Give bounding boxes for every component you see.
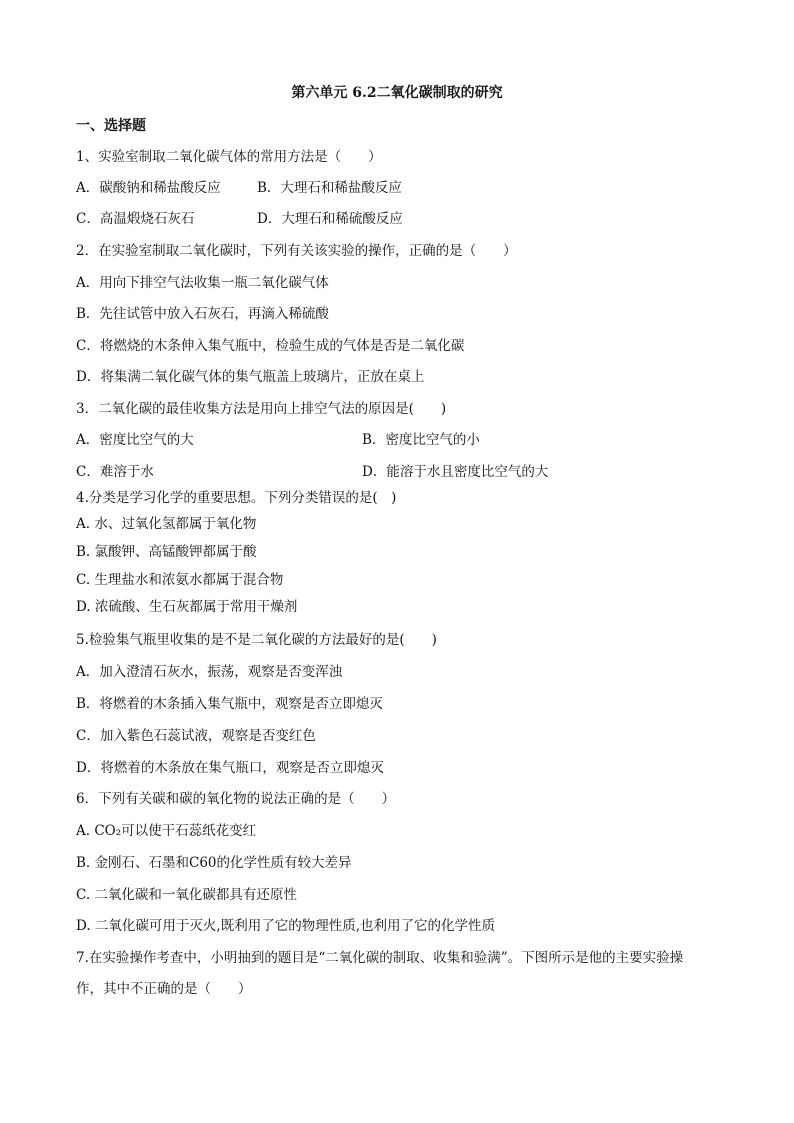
question-2-option-c: C．将燃烧的木条伸入集气瓶中，检验生成的气体是否是二氧化碳 <box>76 338 465 354</box>
question-6-stem: 6．下列有关碳和碳的氧化物的说法正确的是（ ） <box>76 791 396 807</box>
page-title: 第六单元 6.2二氧化碳制取的研究 <box>291 85 503 101</box>
section-heading: 一、选择题 <box>76 118 146 134</box>
question-2-option-d: D．将集满二氧化碳气体的集气瓶盖上玻璃片，正放在桌上 <box>76 369 425 385</box>
question-4-option-d: D. 浓硫酸、生石灰都属于常用干燥剂 <box>76 599 298 615</box>
question-3-option-a: A．密度比空气的大 <box>76 432 194 448</box>
question-4-stem: 4.分类是学习化学的重要思想。下列分类错误的是( ) <box>76 490 397 506</box>
question-5-option-b: B．将燃着的木条插入集气瓶中，观察是否立即熄灭 <box>76 696 383 712</box>
question-1-option-a: A．碳酸钠和稀盐酸反应 <box>76 180 221 196</box>
question-4-option-c: C. 生理盐水和浓氨水都属于混合物 <box>76 572 284 588</box>
question-1-option-b: B．大理石和稀盐酸反应 <box>257 180 402 196</box>
question-3-stem: 3．二氧化碳的最佳收集方法是用向上排空气法的原因是( ) <box>76 401 447 417</box>
question-3-option-b: B．密度比空气的小 <box>362 432 480 448</box>
question-5-option-c: C．加入紫色石蕊试液，观察是否变红色 <box>76 728 316 744</box>
question-5-stem: 5.检验集气瓶里收集的是不是二氧化碳的方法最好的是( ) <box>76 632 437 648</box>
question-6-option-d: D. 二氧化碳可用于灭火,既利用了它的物理性质,也利用了它的化学性质 <box>76 918 496 934</box>
question-5-option-d: D．将燃着的木条放在集气瓶口，观察是否立即熄灭 <box>76 760 384 776</box>
question-2-stem: 2．在实验室制取二氧化碳时，下列有关该实验的操作，正确的是（ ） <box>76 243 517 259</box>
question-5-option-a: A．加入澄清石灰水，振荡，观察是否变浑浊 <box>76 664 343 680</box>
question-6-option-c: C. 二氧化碳和一氧化碳都具有还原性 <box>76 887 297 903</box>
question-4-option-b: B. 氯酸钾、高锰酸钾都属于酸 <box>76 544 257 560</box>
question-1-option-c: C．高温煅烧石灰石 <box>76 211 195 227</box>
question-3-option-c: C．难溶于水 <box>76 464 154 480</box>
question-6-option-b: B. 金刚石、石墨和C60的化学性质有较大差异 <box>76 855 352 871</box>
question-1-option-d: D．大理石和稀硫酸反应 <box>257 211 403 227</box>
question-6-option-a: A. CO₂可以使干石蕊纸花变红 <box>76 823 257 839</box>
question-1-stem: 1、实验室制取二氧化碳气体的常用方法是（ ） <box>76 149 382 165</box>
question-3-option-d: D．能溶于水且密度比空气的大 <box>362 464 549 480</box>
question-2-option-a: A．用向下排空气法收集一瓶二氧化碳气体 <box>76 275 329 291</box>
question-4-option-a: A. 水、过氧化氢都属于氧化物 <box>76 516 257 532</box>
question-2-option-b: B．先往试管中放入石灰石，再滴入稀硫酸 <box>76 306 329 322</box>
question-7-stem-line-1: 7.在实验操作考查中，小明抽到的题目是“二氧化碳的制取、收集和验满”。下图所示是他的主要实验操 <box>76 950 684 966</box>
question-7-stem-line-2: 作，其中不正确的是（ ） <box>76 981 252 997</box>
